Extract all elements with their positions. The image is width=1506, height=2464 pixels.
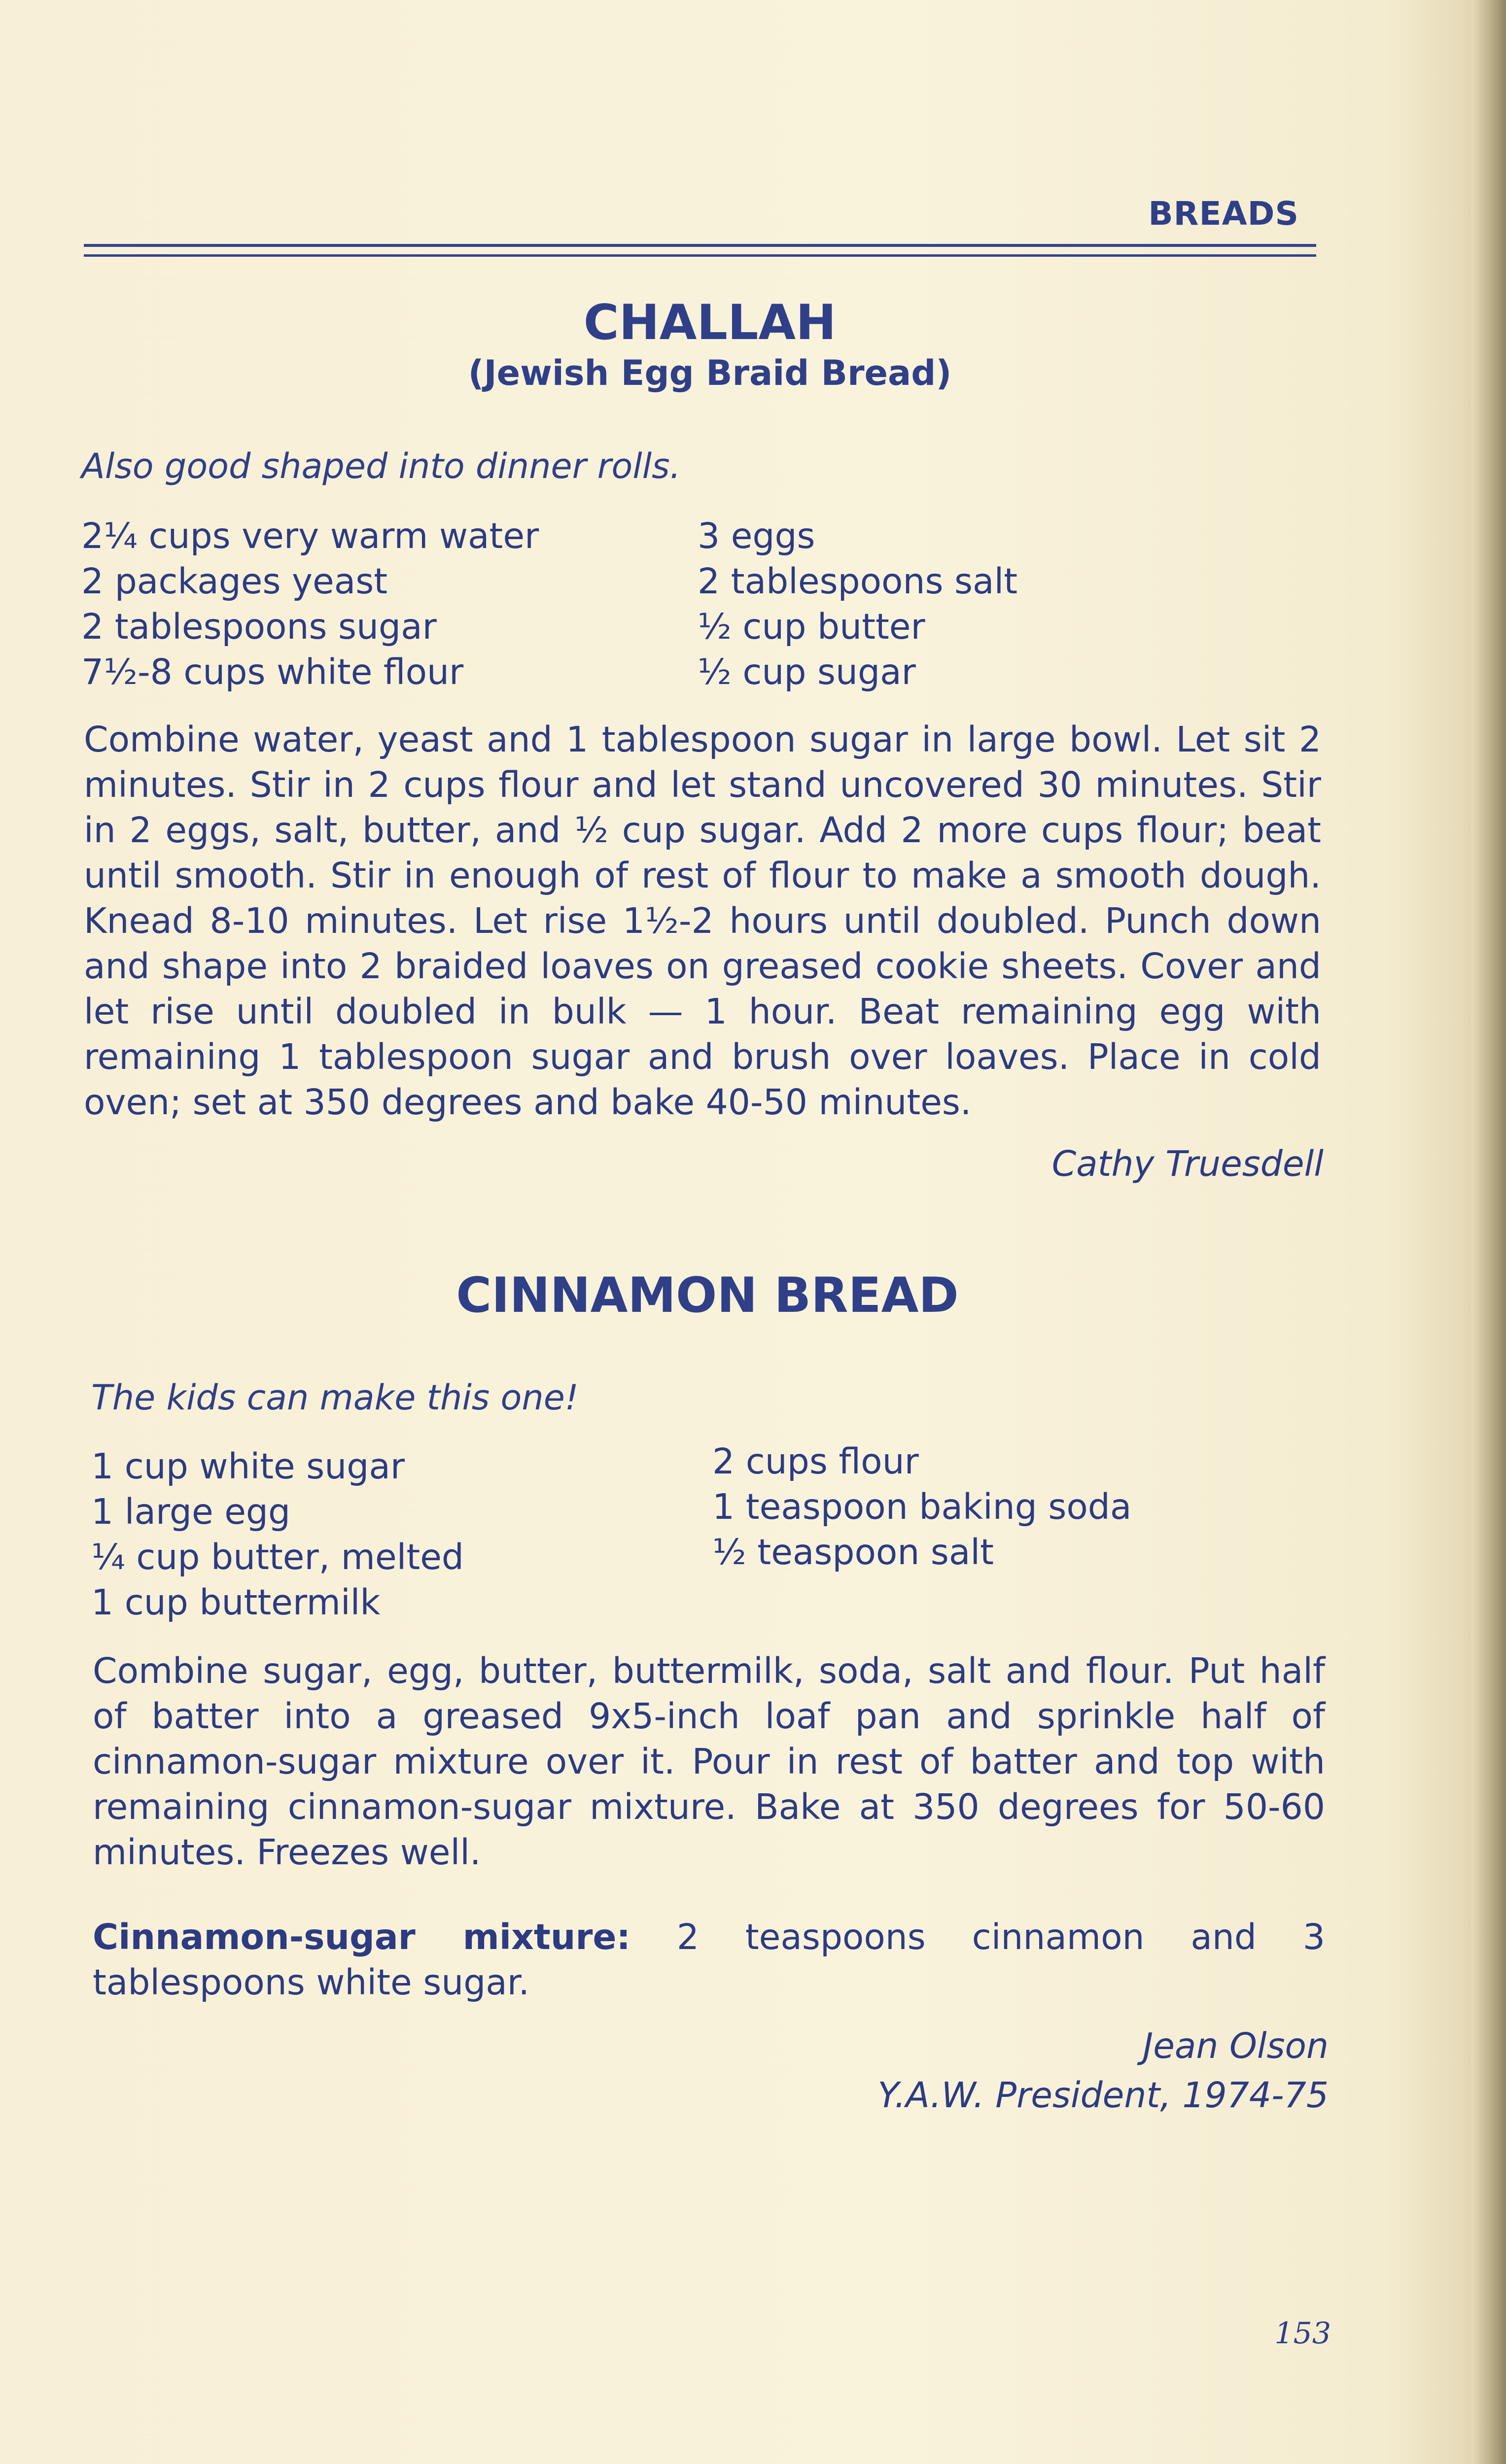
ingredient: 2 cups flour: [712, 1441, 919, 1482]
header-rule-bottom: [84, 254, 1316, 257]
author-cinnamon: Jean Olson: [1143, 2025, 1329, 2066]
ingredients-right-cinnamon: [712, 1439, 1131, 1575]
recipe-intro-cinnamon-bread: The kids can make this one!: [91, 1377, 579, 1418]
recipe-subtitle-challah: (Jewish Egg Braid Bread): [468, 353, 952, 393]
ingredient: 7½-8 cups white flour: [81, 651, 464, 692]
mixture-text: 2 teaspoons cinnamon and 3 tablespoons white sugar.: [93, 1916, 1326, 2003]
header-rule-top: [84, 244, 1316, 247]
mixture-label: Cinnamon-sugar mixture:: [93, 1916, 630, 1957]
ingredient: 2 packages yeast: [81, 561, 388, 602]
ingredient: 3 eggs: [698, 515, 815, 556]
ingredient: 2 tablespoons sugar: [81, 606, 437, 647]
ingredient: 2¼ cups very warm water: [81, 515, 539, 556]
author-challah: Cathy Truesdell: [1051, 1143, 1324, 1184]
recipe-intro-challah: Also good shaped into dinner rolls.: [81, 446, 681, 486]
ingredient: 2 tablespoons salt: [698, 561, 1018, 602]
directions-challah: Combine water, yeast and 1 tablespoon sugar in large bowl. Let sit 2 minutes. Stir in 2 cups flour and let stand uncovered 30 minutes. Stir in 2 eggs, salt, butter, and ½ cup sugar. Add 2 more cups flour; beat until smooth. Stir in enough of rest of flour to make a smooth dough. Knead 8-10 minutes. Let rise 1½-2 hours until doubled. Punch down and shape into 2 braided loaves on greased cookie sheets. Cover and let rise until doubled in bulk — 1 hour. Beat remaining egg with remaining 1 tablespoon sugar and brush over loaves. Place in cold oven; set at 350 degrees and bake 40-50 minutes.: [84, 719, 1321, 1123]
ingredient: 1 large egg: [91, 1491, 291, 1532]
ingredient: ½ teaspoon salt: [712, 1532, 994, 1573]
ingredients-right-challah: [698, 513, 1017, 695]
section-header: BREADS: [1148, 195, 1299, 233]
recipe-title-cinnamon-bread: CINNAMON BREAD: [456, 1267, 959, 1324]
ingredient: 1 teaspoon baking soda: [712, 1486, 1132, 1527]
ingredient: ½ cup sugar: [698, 651, 916, 692]
book-spine-shadow: [1471, 0, 1506, 2464]
ingredients-left-challah: [81, 513, 539, 695]
ingredient: 1 cup white sugar: [91, 1446, 405, 1487]
recipe-title-challah: CHALLAH: [583, 295, 837, 351]
cinnamon-sugar-mixture-note: [93, 1915, 1325, 2005]
ingredients-left-cinnamon: [91, 1444, 464, 1625]
directions-cinnamon: Combine sugar, egg, butter, buttermilk, soda, salt and flour. Put half of batter into a greased 9x5-inch loaf pan and sprinkle half of cinnamon-sugar mixture over it. Pour in rest of batter and top with remaining cinnamon-sugar mixture. Bake at 350 degrees for 50-60 minutes. Freezes well.: [93, 1650, 1325, 1873]
ingredient: ½ cup butter: [698, 606, 925, 647]
ingredient: 1 cup buttermilk: [91, 1582, 381, 1623]
ingredient: ¼ cup butter, melted: [91, 1537, 464, 1577]
page-number: 153: [1274, 2316, 1331, 2351]
author-title-cinnamon: Y.A.W. President, 1974-75: [877, 2075, 1329, 2116]
